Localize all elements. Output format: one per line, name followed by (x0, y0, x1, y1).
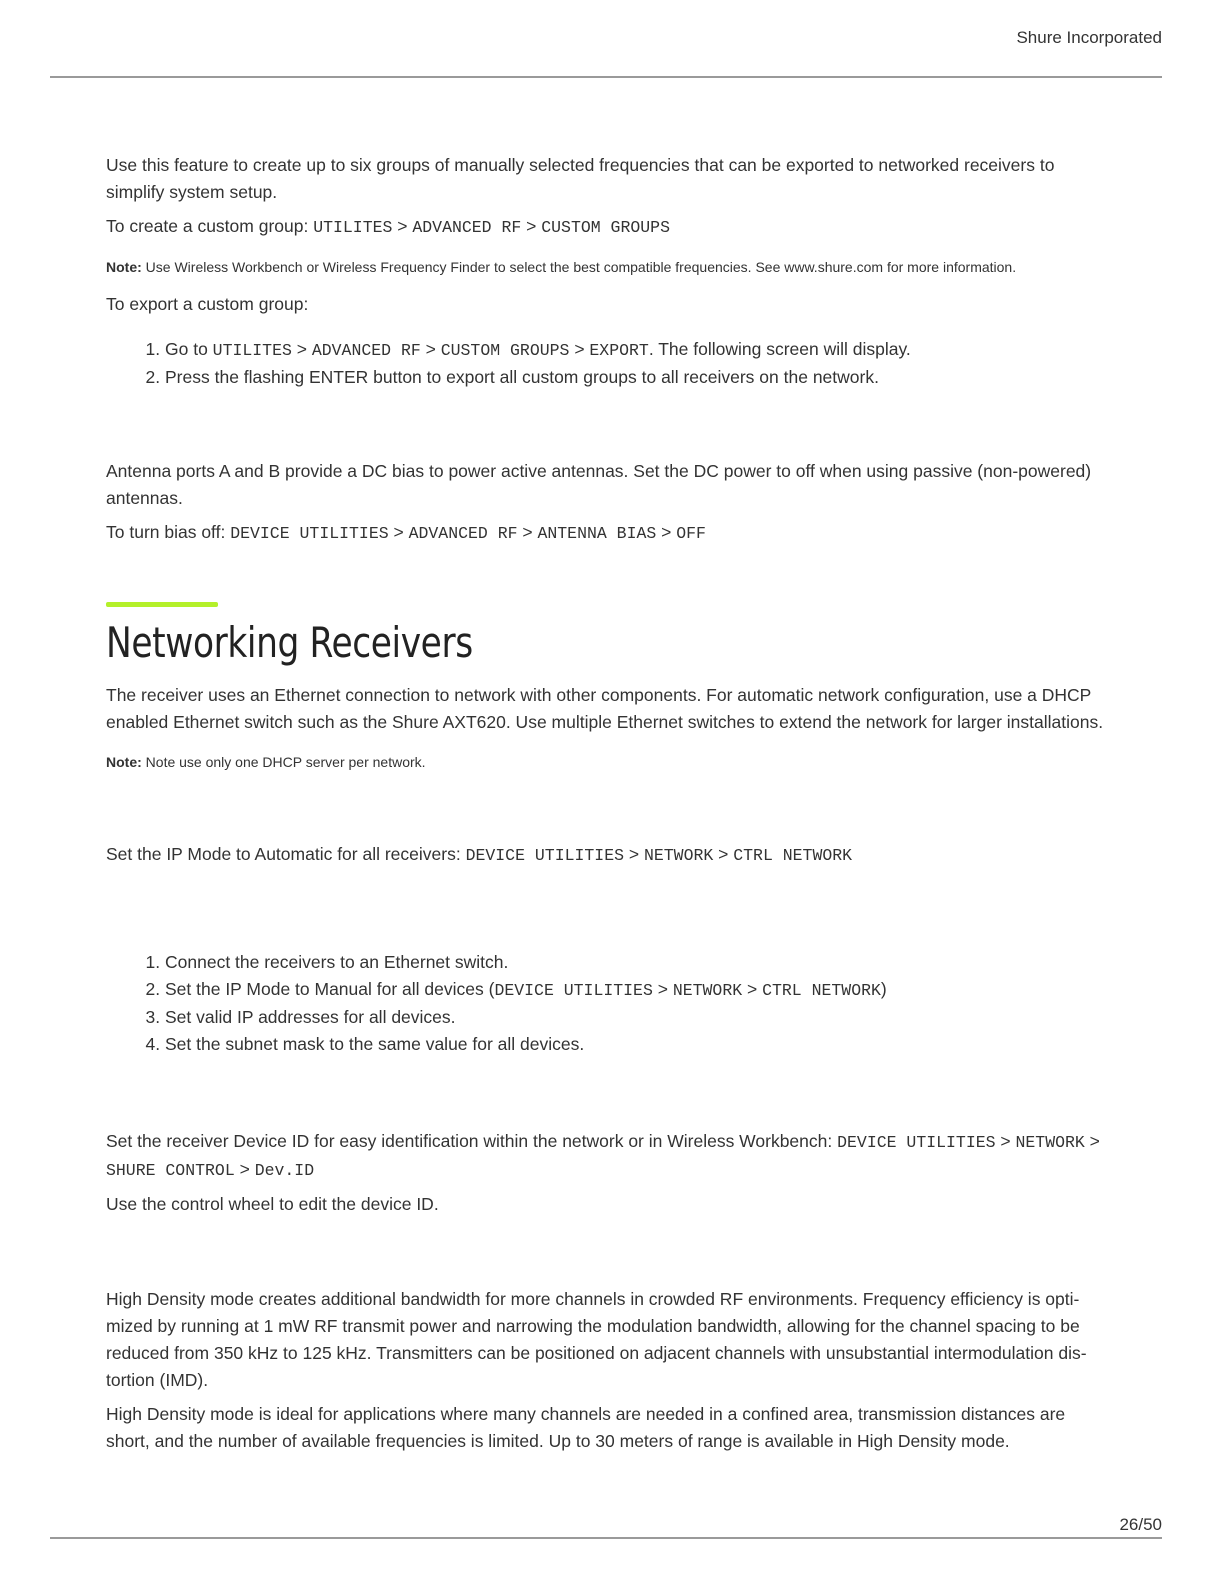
menu-path-item: DEVICE UTILITIES (465, 846, 625, 865)
menu-path-item: CTRL NETWORK (733, 846, 853, 865)
menu-path-item: ADVANCED RF (408, 524, 518, 543)
page-number: 26/50 (1119, 1515, 1162, 1534)
device-id-prefix: Set the receiver Device ID for easy identification within the network or in Wireless Workbench: (106, 1131, 838, 1151)
manual-network-steps-list (106, 949, 1106, 1058)
path-separator: > (742, 979, 763, 999)
menu-path-item: ANTENNA BIAS (537, 524, 657, 543)
note-text: Note use only one DHCP server per network. (141, 754, 426, 770)
path-separator: > (995, 1131, 1016, 1151)
menu-path-item: ADVANCED RF (311, 341, 421, 360)
step-text: ) (880, 979, 887, 999)
page-content (106, 152, 1106, 1455)
list-item (165, 976, 1106, 1004)
ip-mode-automatic-instruction (106, 841, 1106, 869)
high-density-paragraph-2: High Density mode is ideal for applications where many channels are needed in a confined area, transmission distances are short, and the number of available frequencies is limited. Up to 30 meters of range is available in High Density mode. (106, 1404, 1066, 1451)
path-separator: > (234, 1159, 255, 1179)
menu-path-item: CTRL NETWORK (762, 981, 881, 1000)
create-prefix: To create a custom group: (106, 216, 314, 236)
menu-path-item: Dev.ID (254, 1161, 315, 1180)
auto-prefix: Set the IP Mode to Automatic for all receivers: (106, 844, 466, 864)
networking-intro: The receiver uses an Ethernet connection to network with other components. For automatic network configuration, use a DHCP enabled Ethernet switch such as the Shure AXT620. Use multiple Ethernet switches to extend the network for larger installations. (106, 685, 1104, 732)
menu-path-item: NETWORK (1015, 1133, 1085, 1152)
networking-note (106, 752, 1106, 772)
header-divider (50, 76, 1162, 78)
menu-path-item: DEVICE UTILITIES (837, 1133, 996, 1152)
footer-divider (50, 1537, 1162, 1539)
custom-groups-note (106, 257, 1106, 277)
high-density-paragraph-1: High Density mode creates additional bandwidth for more channels in crowded RF environments. Frequency efficiency is optimized by running at 1 mW RF transmit power and narrowing the modulation bandwidth, allowing for the channel spacing to be reduced from 350 kHz to 125 kHz. Transmitters can be positioned on adjacent channels with unsubstantial intermodulation distortion (IMD). (106, 1289, 1087, 1390)
list-item: 2. Press the flashing ENTER button to export all custom groups to all receivers on the network. (165, 364, 1106, 391)
step-text: Go to (165, 339, 213, 359)
path-separator: > (388, 522, 409, 542)
menu-path-item: SHURE CONTROL (106, 1161, 235, 1180)
device-id-instruction (106, 1128, 1106, 1184)
note-label: Note: (106, 259, 142, 275)
menu-path-item: OFF (676, 524, 706, 543)
export-steps-list (106, 336, 1106, 391)
device-id-wheel-instruction: Use the control wheel to edit the device ID. (106, 1194, 439, 1214)
path-separator: > (521, 216, 542, 236)
path-separator: > (652, 979, 673, 999)
path-separator: > (656, 522, 677, 542)
section-title: Networking Receivers (106, 618, 473, 667)
menu-path-item: ADVANCED RF (412, 218, 522, 237)
path-separator: > (291, 339, 312, 359)
menu-path-item: NETWORK (643, 846, 714, 865)
menu-path-item: DEVICE UTILITIES (494, 981, 653, 1000)
antenna-bias-intro: Antenna ports A and B provide a DC bias to power active antennas. Set the DC power to off when using passive (non-powered) antennas. (106, 461, 1092, 508)
path-separator: > (569, 339, 590, 359)
menu-path-item: NETWORK (672, 981, 743, 1000)
section-accent-bar (106, 602, 218, 607)
list-item: 4. Set the subnet mask to the same value for all devices. (165, 1031, 1106, 1058)
path-separator: > (624, 844, 644, 864)
menu-path-item: DEVICE UTILITIES (230, 524, 389, 543)
create-custom-group-instruction (106, 213, 1106, 241)
path-separator: > (420, 339, 441, 359)
custom-groups-intro: Use this feature to create up to six groups of manually selected frequencies that can be exported to networked receivers to simplify system setup. (106, 155, 1055, 202)
menu-path-item: EXPORT (589, 341, 649, 360)
path-separator: > (392, 216, 413, 236)
header-company-name: Shure Incorporated (1016, 28, 1162, 47)
path-separator: > (713, 844, 734, 864)
export-heading: To export a custom group: (106, 294, 309, 314)
step-text: Set the IP Mode to Manual for all devices ( (165, 979, 495, 999)
note-text: Use Wireless Workbench or Wireless Frequency Finder to select the best compatible frequencies. See www.shure.com for more information. (141, 259, 1017, 275)
step-text: . The following screen will display. (648, 339, 911, 359)
menu-path-item: CUSTOM GROUPS (440, 341, 570, 360)
antenna-bias-instruction (106, 519, 1106, 547)
menu-path-item: UTILITES (313, 218, 393, 237)
menu-path-item: CUSTOM GROUPS (541, 218, 670, 237)
list-item (165, 336, 1106, 364)
menu-path-item: UTILITES (212, 341, 292, 360)
turn-off-prefix: To turn bias off: (106, 522, 231, 542)
path-separator: > (517, 522, 538, 542)
list-item: 3. Set valid IP addresses for all devices. (165, 1004, 1106, 1031)
list-item: 1. Connect the receivers to an Ethernet switch. (165, 949, 1106, 976)
path-separator: > (1084, 1131, 1100, 1151)
note-label: Note: (106, 754, 142, 770)
